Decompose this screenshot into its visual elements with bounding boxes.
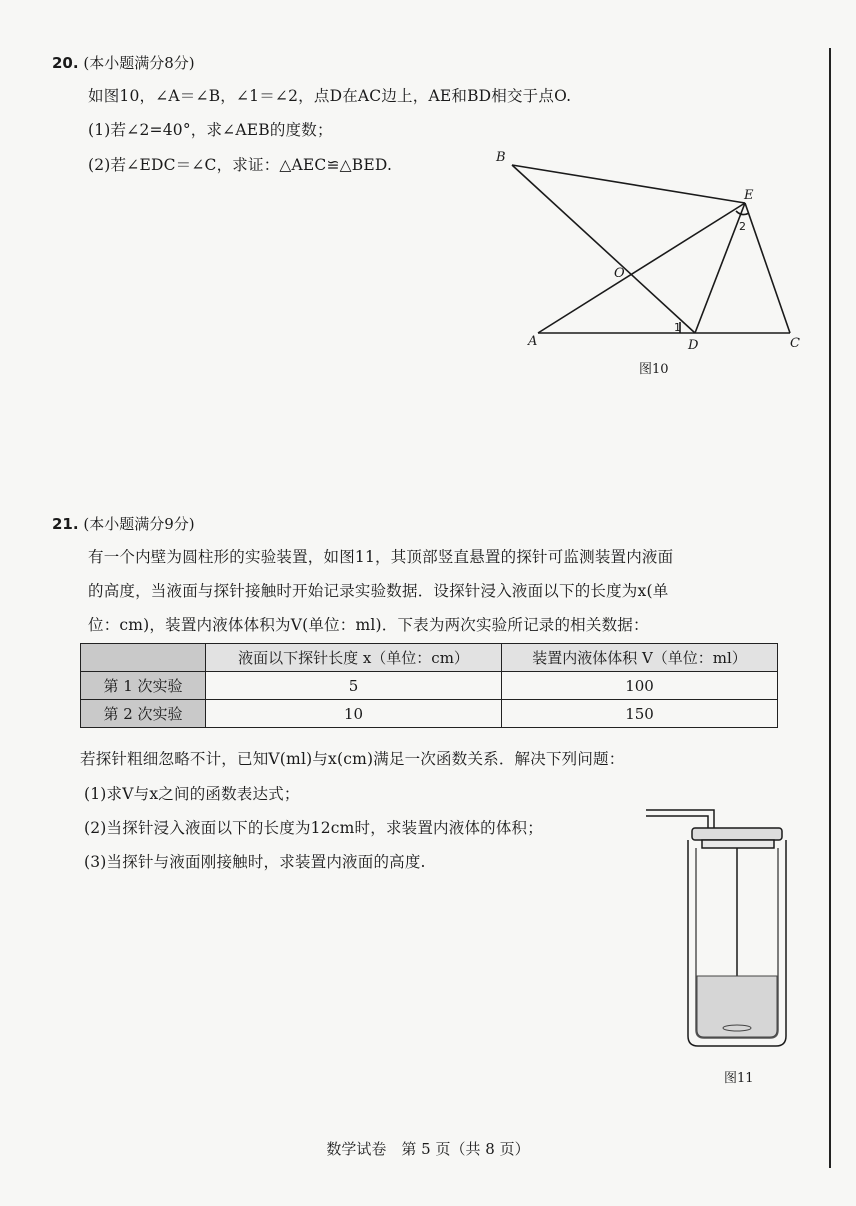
label-A: A bbox=[528, 334, 538, 349]
table-cell-v: 150 bbox=[502, 700, 778, 728]
table-row-label: 第 1 次实验 bbox=[81, 672, 206, 700]
segment-DE bbox=[695, 203, 745, 333]
label-D: D bbox=[688, 338, 699, 353]
figure-11-apparatus bbox=[640, 800, 800, 1060]
page-footer: 数学试卷 第 5 页（共 8 页） bbox=[326, 1140, 530, 1158]
q20-stem: 如图10，∠A＝∠B，∠1＝∠2，点D在AC边上，AE和BD相交于点O. bbox=[88, 87, 572, 105]
q20-part2: (2)若∠EDC＝∠C，求证：△AEC≌△BED. bbox=[88, 156, 393, 174]
table-header-x: 液面以下探针长度 x（单位：cm） bbox=[206, 644, 502, 672]
q21-para1: 有一个内壁为圆柱形的实验装置，如图11，其顶部竖直悬置的探针可监测装置内液面 bbox=[88, 548, 674, 566]
table-cell-v: 100 bbox=[502, 672, 778, 700]
label-E: E bbox=[744, 188, 754, 203]
q21-part3: (3)当探针与液面刚接触时，求装置内液面的高度. bbox=[84, 853, 426, 871]
label-B: B bbox=[496, 150, 506, 165]
segment-EC bbox=[745, 203, 790, 333]
q20-part1: (1)若∠2=40°，求∠AEB的度数； bbox=[88, 121, 333, 139]
segment-AE bbox=[538, 203, 745, 333]
label-C: C bbox=[790, 336, 800, 351]
liquid bbox=[697, 976, 777, 1037]
q21-part2: (2)当探针浸入液面以下的长度为12cm时，求装置内液体的体积； bbox=[84, 819, 543, 837]
table-row bbox=[81, 700, 778, 728]
q21-part1: (1)求V与x之间的函数表达式； bbox=[84, 785, 300, 803]
figure-11-caption: 图11 bbox=[724, 1071, 754, 1086]
q21-para2: 的高度，当液面与探针接触时开始记录实验数据．设探针浸入液面以下的长度为x(单 bbox=[88, 582, 669, 600]
q21-para4: 若探针粗细忽略不计，已知V(ml)与x(cm)满足一次函数关系．解决下列问题： bbox=[80, 750, 625, 768]
table-header-row bbox=[81, 644, 778, 672]
figure-10-caption: 图10 bbox=[639, 362, 669, 377]
q21-number: 21. bbox=[52, 515, 79, 533]
figure-10 bbox=[490, 145, 810, 380]
q21-para3: 位：cm)，装置内液体体积为V(单位：ml)．下表为两次实验所记录的相关数据： bbox=[88, 616, 649, 634]
q21-score: (本小题满分9分) bbox=[83, 515, 195, 533]
label-O: O bbox=[614, 266, 625, 281]
label-angle-1: 1 bbox=[674, 321, 681, 334]
label-angle-2: 2 bbox=[739, 220, 746, 233]
table-row-label: 第 2 次实验 bbox=[81, 700, 206, 728]
q21-header bbox=[52, 513, 195, 534]
q20-score: (本小题满分8分) bbox=[83, 54, 195, 72]
q20-header bbox=[52, 52, 195, 73]
table-header-v: 装置内液体体积 V（单位：ml） bbox=[502, 644, 778, 672]
q20-number: 20. bbox=[52, 54, 79, 72]
page-right-rule bbox=[829, 48, 831, 1168]
experiment-table bbox=[80, 643, 778, 728]
table-cell-x: 10 bbox=[206, 700, 502, 728]
table-header-corner bbox=[81, 644, 206, 672]
lid bbox=[692, 828, 782, 840]
table-row bbox=[81, 672, 778, 700]
table-cell-x: 5 bbox=[206, 672, 502, 700]
